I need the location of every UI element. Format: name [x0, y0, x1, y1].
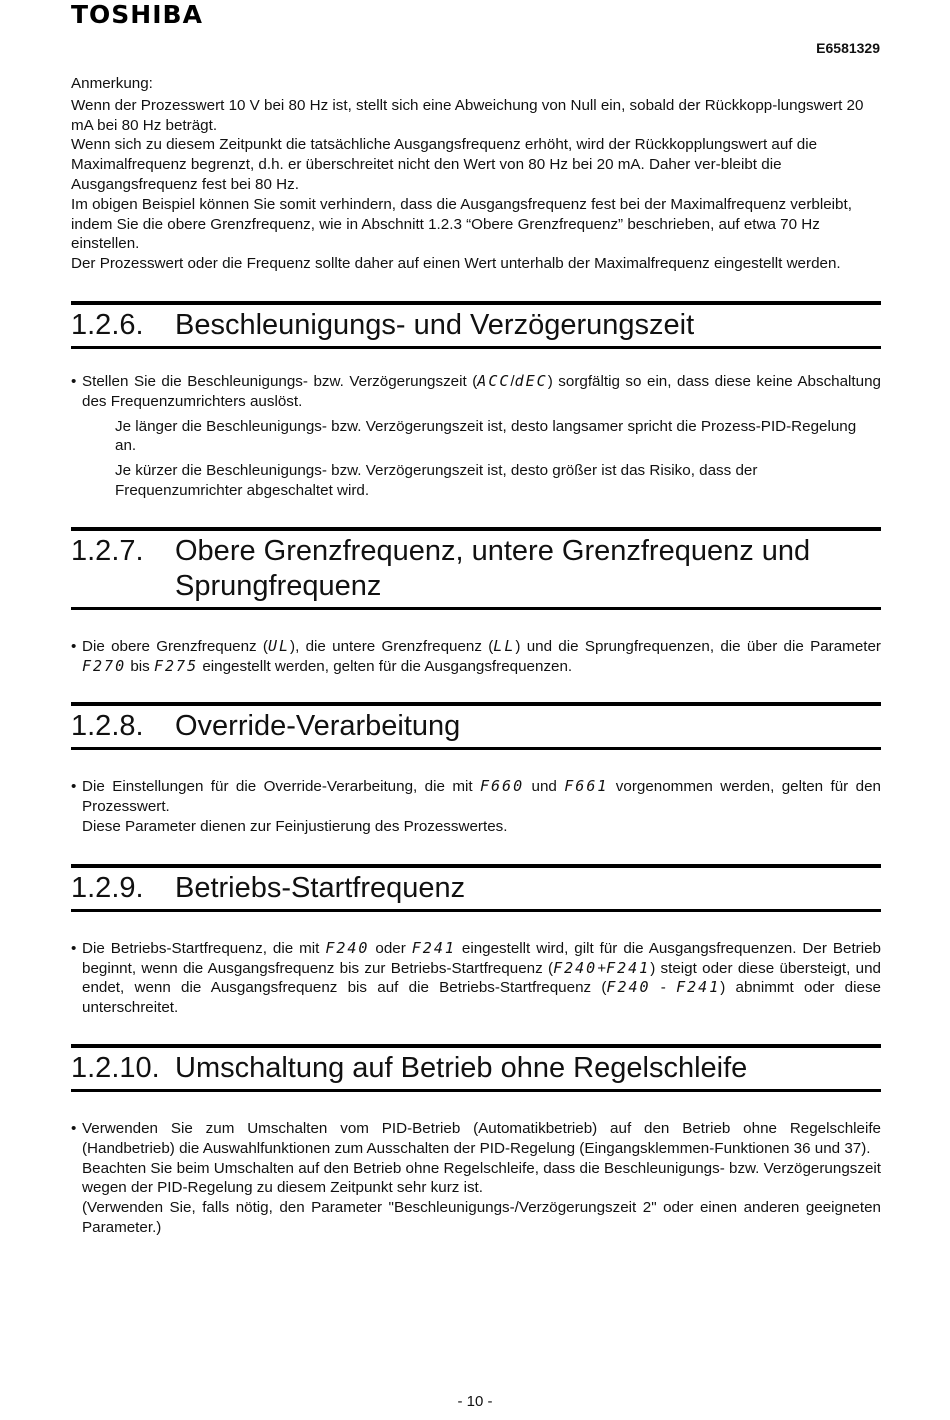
bullet-item	[71, 777, 881, 836]
indented-paragraph: Je länger die Beschleunigungs- bzw. Verzögerungszeit ist, desto langsamer spricht die Prozess-PID-Regelung an.	[115, 417, 857, 455]
page-number: - 10 -	[457, 1393, 493, 1410]
text-segment: Stellen Sie die Beschleunigungs- bzw. Verzögerungszeit (	[82, 372, 478, 390]
section-number: 1.2.6.	[71, 308, 144, 341]
text-segment: +	[597, 959, 607, 977]
section-number: 1.2.9.	[71, 871, 144, 904]
bullet-text	[82, 372, 881, 412]
toshiba-logo: TOSHIBA	[71, 0, 203, 29]
text-segment: (Verwenden Sie, falls nötig, den Parameter "Beschleunigungs-/Verzögerungszeit 2" oder einen anderen geeigneten Parameter.)	[82, 1199, 881, 1236]
section-heading-1-2-8	[71, 702, 881, 750]
param-code-f240: F240	[553, 958, 598, 977]
section-title: Betriebs-Startfrequenz	[175, 871, 466, 904]
section-heading-1-2-7	[71, 527, 881, 610]
note-paragraph: Der Prozesswert oder die Frequenz sollte daher auf einen Wert unterhalb der Maximalfrequenz eingestellt werden.	[71, 255, 841, 273]
section-title: Beschleunigungs- und Verzögerungszeit	[175, 308, 695, 341]
text-segment: bis	[126, 657, 154, 675]
text-segment: ) abnimmt oder diese unterschreitet.	[82, 979, 881, 1017]
text-segment: eingestellt wird, gilt für die Ausgangsfrequenzen. Der Betrieb beginnt, wenn die Ausgangsfrequenz bis zur Betriebs-Startfrequenz (	[82, 939, 881, 977]
bullet-item	[71, 637, 881, 677]
document-number: E6581329	[816, 40, 880, 56]
param-code-f661: F661	[564, 777, 609, 796]
note-paragraph: Wenn der Prozesswert 10 V bei 80 Hz ist, stellt sich eine Abweichung von Null ein, sobald der Rückkopp-lungswert 20 mA bei 80 Hz beträgt.	[71, 96, 864, 134]
section-number: 1.2.7.	[71, 534, 144, 567]
bullet-icon: •	[71, 1119, 77, 1137]
param-code-acc: ACC	[477, 371, 511, 390]
text-segment: Diese Parameter dienen zur Feinjustierung des Prozesswertes.	[82, 817, 508, 835]
bullet-text	[82, 1119, 881, 1238]
param-code-f241: F241	[411, 938, 456, 957]
param-code-f240: F240	[325, 938, 370, 957]
text-segment: ) steigt oder diese übersteigt, und endet, wenn die Ausgangsfrequenz bis auf die Betriebs-Startfrequenz (	[82, 959, 882, 997]
bullet-item	[71, 372, 881, 412]
text-segment: und	[524, 778, 565, 796]
text-segment: /	[510, 372, 515, 390]
param-code-f241: F241	[676, 978, 721, 997]
section-title: Override-Verarbeitung	[175, 710, 461, 743]
bullet-text	[82, 939, 881, 1018]
note-paragraph: Im obigen Beispiel können Sie somit verhindern, dass die Ausgangsfrequenz fest bei der Maximalfrequenz verbleibt, indem Sie die obere Grenzfrequenz, wie in Abschnitt 1.2.3 “Obere Grenzfrequenz” beschrieben, auf etwa 70 Hz einstellen.	[71, 195, 852, 253]
section-heading-1-2-10	[71, 1044, 881, 1092]
section-number: 1.2.10.	[71, 1051, 160, 1084]
param-code-ll: LL	[493, 636, 516, 655]
param-code-dec: dEC	[514, 371, 548, 390]
indented-paragraph: Je kürzer die Beschleunigungs- bzw. Verzögerungszeit ist, desto größer ist das Risiko, dass der Frequenzumrichter abgeschaltet wird.	[115, 462, 758, 499]
param-code-f241: F241	[606, 958, 651, 977]
section-title: Obere Grenzfrequenz, untere Grenzfrequenz und Sprungfrequenz	[175, 534, 811, 602]
note-block	[71, 74, 881, 274]
text-segment: Die Einstellungen für die Override-Verarbeitung, die mit	[82, 778, 480, 796]
section-number: 1.2.8.	[71, 710, 144, 743]
bullet-icon: •	[71, 637, 77, 655]
text-segment: Verwenden Sie zum Umschalten vom PID-Betrieb (Automatikbetrieb) auf den Betrieb ohne Regelschleife (Handbetrieb) die Auswahlfunktionen zum Ausschalten der PID-Regelung (Eingangsklemmen-Funktionen 36 und 37).	[82, 1119, 881, 1157]
page-content	[71, 74, 881, 1238]
bullet-text	[82, 637, 881, 677]
text-segment: ) sorgfältig so ein, dass diese keine Abschaltung des Frequenzumrichters auslöst.	[82, 372, 881, 410]
param-code-f240: F240	[606, 978, 651, 997]
section-heading-1-2-6	[71, 301, 881, 349]
section-title: Umschaltung auf Betrieb ohne Regelschleife	[175, 1051, 748, 1084]
bullet-icon: •	[71, 778, 77, 796]
text-segment: vorgenommen werden, gelten für den Prozesswert.	[82, 778, 881, 816]
text-segment: Die Betriebs-Startfrequenz, die mit	[82, 939, 326, 957]
text-segment: ) und die Sprungfrequenzen, die über die Parameter	[515, 637, 881, 655]
param-code-f275: F275	[153, 656, 199, 675]
bullet-icon: •	[71, 939, 77, 957]
bullet-item	[71, 1119, 881, 1238]
text-segment: eingestellt werden, gelten für die Ausgangsfrequenzen.	[198, 657, 573, 675]
bullet-item	[71, 939, 881, 1018]
param-code-f660: F660	[479, 777, 525, 796]
text-segment: -	[650, 979, 677, 997]
text-segment: Die obere Grenzfrequenz (	[82, 637, 268, 655]
param-code-f270: F270	[82, 656, 127, 675]
bullet-text	[82, 777, 881, 836]
bullet-icon: •	[71, 372, 77, 390]
section-heading-1-2-9	[71, 864, 881, 912]
note-paragraph: Wenn sich zu diesem Zeitpunkt die tatsächliche Ausgangsfrequenz erhöht, wird der Rückkopplungswert auf die Maximalfrequenz begrenzt, d.h. er überschreitet nicht den Wert von 80 Hz bei 20 mA. Daher ver-bleibt die Ausgangsfrequenz fest bei 80 Hz.	[71, 136, 818, 193]
text-segment: Beachten Sie beim Umschalten auf den Betrieb ohne Regelschleife, dass die Beschleunigungs- bzw. Verzögerungszeit wegen der PID-Regelung zu diesem Zeitpunkt sehr kurz ist.	[82, 1159, 881, 1197]
param-code-ul: UL	[267, 636, 291, 655]
text-segment: ), die untere Grenzfrequenz (	[290, 637, 494, 655]
note-label: Anmerkung:	[71, 75, 153, 92]
text-segment: oder	[369, 939, 412, 957]
